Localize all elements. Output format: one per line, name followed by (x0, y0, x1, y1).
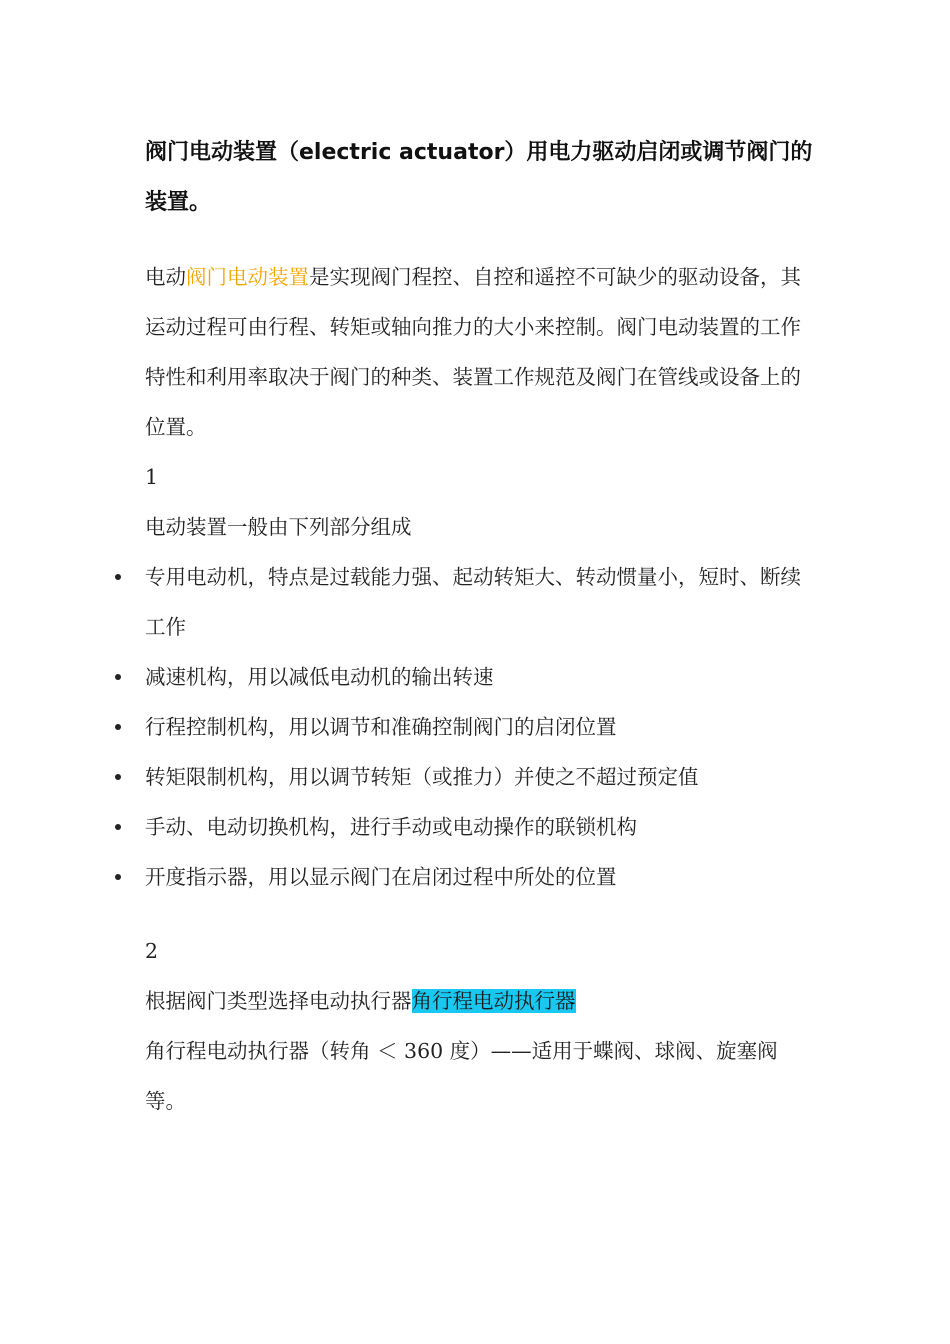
document-body (145, 252, 810, 1126)
section-1-number: 1 (145, 465, 159, 489)
spacer (145, 902, 810, 926)
intro-suffix: 是实现阀门程控、自控和遥控不可缺少的驱动设备，其运动过程可由行程、转矩或轴向推力的大小来控制。阀门电动装置的工作特性和利用率取决于阀门的种类、装置工作规范及阀门在管线或设备上的位置。 (145, 265, 801, 439)
section-2-description: 角行程电动执行器（转角 ＜ 360 度）——适用于蝶阀、球阀、旋塞阀等。 (145, 1039, 778, 1113)
list-item: 开度指示器，用以显示阀门在启闭过程中所处的位置 (145, 852, 810, 902)
components-list (145, 552, 810, 902)
section-2-title-text: 根据阀门类型选择电动执行器 (145, 989, 412, 1013)
intro-paragraph (145, 252, 810, 452)
list-item: 行程控制机构，用以调节和准确控制阀门的启闭位置 (145, 702, 810, 752)
list-item: 手动、电动切换机构，进行手动或电动操作的联锁机构 (145, 802, 810, 852)
section-2-number: 2 (145, 939, 159, 963)
section-2-title (145, 976, 810, 1026)
document-heading: 阀门电动装置（electric actuator）用电力驱动启闭或调节阀门的装置。 (145, 140, 813, 215)
section-2-highlight-link[interactable]: 角行程电动执行器 (411, 989, 576, 1013)
section-1-title: 电动装置一般由下列部分组成 (145, 515, 412, 539)
intro-prefix: 电动 (145, 265, 186, 289)
intro-highlight-link[interactable]: 阀门电动装置 (186, 265, 309, 289)
list-item: 转矩限制机构，用以调节转矩（或推力）并使之不超过预定值 (145, 752, 810, 802)
list-item: 专用电动机，特点是过载能力强、起动转矩大、转动惯量小，短时、断续工作 (145, 552, 810, 652)
list-item: 减速机构，用以减低电动机的输出转速 (145, 652, 810, 702)
